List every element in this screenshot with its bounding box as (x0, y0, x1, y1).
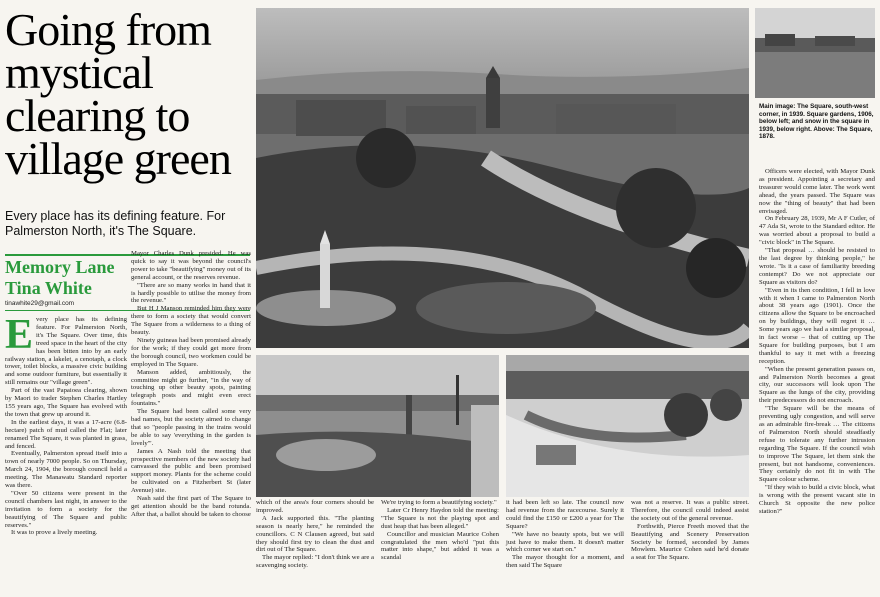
paragraph: Forthwith, Pierce Freeth moved that the Beautifying and Scenery Preservation Society be formed, seconded by James Mowlem. Maurice Cohen said he'd donate a seat for The Square. (631, 522, 749, 562)
paragraph: Later Cr Henry Haydon told the meeting: "The Square is not the playing spot and dust heap that has been alleged." (381, 506, 499, 530)
paragraph: James A Nash told the meeting that prospective members of the new society had canvassed the public and been promised support money. Plants for the scheme could be cultivated on a Fitzherbert St (later Avenue) site. (131, 447, 251, 495)
paragraph: Ninety guineas had been promised already for the work; if they could get more from the borough council, two workmen could be employed in The Square. (131, 336, 251, 368)
paragraph: Councillor and musician Maurice Cohen congratulated the men who'd "put this matter into shape," but added it was a scandal (381, 530, 499, 562)
paragraph: The mayor replied: "I don't think we are a scavenging society. (256, 554, 375, 570)
paragraph: Part of the vast Papaioea clearing, shown by Maori to trader Stephen Charles Hartley 155 years ago, The Square has evolved with the town that grew up around it. (5, 387, 127, 418)
article-column-1 (5, 312, 127, 537)
article-column-3 (256, 499, 374, 570)
paragraph: Mayor Charles Dunk presided. He was quick to say it was beyond the council's power to take "beautifying" money out of its general account, or the reserves revenue. (131, 250, 251, 281)
paragraph: In the earliest days, it was a 17-acre (6.8-hectare) patch of mud called the Flat; later renamed The Square, it was planted in grass, and fenced. (5, 418, 127, 450)
paragraph: "The Square will be the means of preventing ugly congestion, and will serve as an admirable fire-break … The citizens of Palmerston North should steadfastly refuse to tolerate any further intrusion regarding The Square. If the council wish to improve The Square, let them sink the present, but not handsome, conveniences. They certainly do not fit in with The Square colour scheme. (759, 405, 875, 484)
paragraph: it had been left so late. The council now had revenue from the racecourse. Surely it could find the £150 or £200 a year for The Square? (506, 499, 624, 530)
paragraph: Nash said the first part of The Square to get attention should be the band rotunda. After that, a ballot should be taken to choose (131, 495, 251, 518)
paragraph: Eventually, Palmerston spread itself into a town of nearly 7000 people. So on Thursday, March 24, 1904, the borough council held a meeting. The Manawatu Standard reporter was there. (5, 450, 127, 490)
paragraph: It was to prove a lively meeting. (11, 529, 98, 537)
paragraph: But H J Manson reminded him they were there to form a society that would convert The Square from a wilderness to a thing of beauty. (131, 305, 251, 337)
article-column-6 (631, 499, 749, 562)
paragraph: "There are so many works in hand that it is hardly possible to utilise the money from the revenue." (131, 281, 251, 305)
paragraph: The Square had been called some very bad names, but the society aimed to change that so "people passing in the trains would be able to say 'everything in the garden is lovely'". (131, 408, 251, 447)
paragraph: We're trying to form a beautifying society." (381, 499, 497, 506)
standfirst: Every place has its defining feature. For Palmerston North, it's The Square. (5, 209, 226, 238)
paragraph: "We have no beauty spots, but we will just have to make them. It doesn't matter which corner we start on." (506, 530, 624, 554)
article-column-7 (759, 168, 875, 516)
paragraph: On February 28, 1939, Mr A F Cutler, of 47 Ada St, wrote to the Standard editor. He was worried about a proposal to build a "civic block" in The Square. (759, 215, 875, 247)
paragraph: "Even in its then condition, I fell in love with it when I came to Palmerston North about 38 years ago (1901). Once the citizens allow the Square to be encroached on by buildings, they will regret it … Some years ago we had a similar proposal, in fact worse – that of cutting up The Square for building purposes, but I am thankful to say it met with a freezing reception. (759, 286, 875, 365)
author-email[interactable]: tinawhite29@gmail.com (5, 300, 75, 307)
paragraph: A Jack supported this. "The planting season is nearly here," he reminded the councillors. C N Clausen agreed, but said they should first try to clean the dust and dirt out of The Square. (256, 514, 374, 554)
paragraph: Officers were elected, with Mayor Dunk as president. Appointing a secretary and treasurer would come later. The work went ahead, the years passed. The Square was now the "thing of beauty" that had been envisaged. (759, 168, 875, 215)
paragraph: "When the present generation passes on, and Palmerston North becomes a great city, our successors will look upon The Square as the lungs of the city, providing their predecessors do not encroach. (759, 365, 875, 405)
paragraph: The mayor thought for a moment, and then said The Square (506, 554, 624, 570)
paragraph: "That proposal … should be resisted to the last degree by thinking people," he wrote. "Is it a case of familiarity breeding contempt? Do we not appreciate our Square as visitors do? (759, 247, 875, 286)
paragraph: "If they wish to build a civic block, what is wrong with the present vacant site in Church St opposite the new police station?" (759, 484, 875, 515)
paragraph: "Over 50 citizens were present in the council chambers last night, in answer to the invitation to form a society for the beautifying of The Square and public reserves." (5, 489, 127, 529)
paragraph: Manson added, ambitiously, the committee might go further, "in the way of touching up other beauty spots, painting telegraph posts and might even erect fountains." (131, 368, 251, 408)
paragraph: very place has its defining feature. For Palmerston North, it's The Square. Over time, this treed space in the heart of the city has been bitten into by an early railway station, a lakelet, a cenotaph, a clock tower, toilet blocks, a massive civic building and some outdoor furniture, but essentially it still remains our "village green". (5, 316, 127, 387)
main-photo-square-1939 (256, 8, 749, 348)
drop-cap: E (5, 312, 34, 358)
photo-square-gardens-1906 (256, 355, 499, 497)
article-column-2 (131, 250, 251, 519)
photo-snow-square-1939 (506, 355, 749, 497)
paragraph: which of the area's four corners should be improved. (256, 499, 374, 514)
headline: Going from mystical clearing to village green (5, 4, 231, 184)
article-column-5 (506, 499, 624, 570)
paragraph: was not a reserve. It was a public street. Therefore, the council could indeed assist the society out of the general revenue. (631, 499, 749, 522)
author-name: Tina White (5, 278, 92, 298)
photo-square-1878 (755, 8, 875, 98)
column-name: Memory Lane (5, 257, 115, 277)
article-column-4 (381, 499, 499, 562)
photo-caption: Main image: The Square, south-west corner, in 1939. Square gardens, 1906, below left; and snow in the square in 1939, below right. Above: The Square, 1878. (759, 103, 874, 141)
